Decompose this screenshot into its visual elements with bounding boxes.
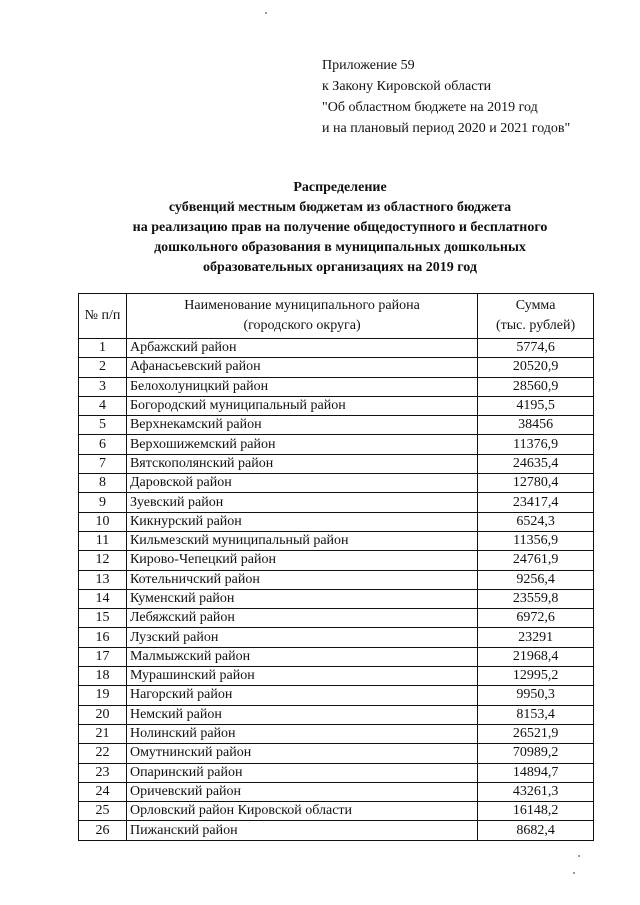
district-name: Нолинский район [126,724,477,743]
subvention-sum: 70989,2 [478,744,594,763]
subvention-sum: 28560,9 [478,377,594,396]
header-num: № п/п [79,294,127,339]
table-row [79,647,594,666]
row-number: 16 [79,628,127,647]
subvention-sum: 20520,9 [478,358,594,377]
district-name: Верхнекамский район [126,416,477,435]
district-name: Омутнинский район [126,744,477,763]
subvention-sum: 23417,4 [478,493,594,512]
district-name: Лузский район [126,628,477,647]
row-number: 21 [79,724,127,743]
row-number: 17 [79,647,127,666]
subvention-sum: 12995,2 [478,667,594,686]
table-row [79,628,594,647]
table-row [79,416,594,435]
subvention-sum: 8153,4 [478,705,594,724]
scan-speck [265,12,267,14]
row-number: 24 [79,782,127,801]
header-name: Наименование муниципального района (городского округа) [126,294,477,339]
table-row [79,474,594,493]
row-number: 1 [79,339,127,358]
appendix-number: Приложение 59 [322,58,415,73]
row-number: 5 [79,416,127,435]
table-row [79,570,594,589]
district-name: Опаринский район [126,763,477,782]
appendix-law-title-cont: и на плановый период 2020 и 2021 годов" [322,121,571,136]
table-row [79,802,594,821]
district-name: Мурашинский район [126,667,477,686]
row-number: 18 [79,667,127,686]
subvention-sum: 11376,9 [478,435,594,454]
district-name: Кикнурский район [126,512,477,531]
row-number: 10 [79,512,127,531]
subvention-sum: 38456 [478,416,594,435]
subvention-sum: 24761,9 [478,551,594,570]
table-header-row [79,294,594,339]
table-row [79,493,594,512]
row-number: 20 [79,705,127,724]
row-number: 3 [79,377,127,396]
subvention-sum: 23291 [478,628,594,647]
row-number: 14 [79,589,127,608]
subvention-sum: 21968,4 [478,647,594,666]
row-number: 13 [79,570,127,589]
table-row [79,744,594,763]
district-name: Богородский муниципальный район [126,396,477,415]
subvention-sum: 6524,3 [478,512,594,531]
scan-speck [578,855,580,857]
district-name: Куменский район [126,589,477,608]
subvention-sum: 14894,7 [478,763,594,782]
appendix-law-title: "Об областном бюджете на 2019 год [322,100,538,115]
row-number: 26 [79,821,127,840]
table-row [79,512,594,531]
row-number: 25 [79,802,127,821]
title-line: на реализацию прав на получение общедоступного и бесплатного [132,220,548,235]
row-number: 11 [79,531,127,550]
row-number: 6 [79,435,127,454]
row-number: 15 [79,609,127,628]
title-line: образовательных организациях на 2019 год [203,260,477,275]
table-row [79,782,594,801]
subvention-sum: 24635,4 [478,454,594,473]
subvention-sum: 9950,3 [478,686,594,705]
subvention-sum: 4195,5 [478,396,594,415]
subvention-sum: 43261,3 [478,782,594,801]
table-row [79,396,594,415]
district-name: Нагорский район [126,686,477,705]
table-row [79,551,594,570]
row-number: 4 [79,396,127,415]
district-name: Даровской район [126,474,477,493]
district-name: Вятскополянский район [126,454,477,473]
district-name: Кильмезский муниципальный район [126,531,477,550]
header-sum: Сумма (тыс. рублей) [478,294,594,339]
district-name: Афанасьевский район [126,358,477,377]
table-row [79,435,594,454]
district-name: Немский район [126,705,477,724]
table-row [79,667,594,686]
row-number: 22 [79,744,127,763]
table-row [79,724,594,743]
table-row [79,339,594,358]
district-name: Арбажский район [126,339,477,358]
table-row [79,686,594,705]
district-name: Оричевский район [126,782,477,801]
district-name: Орловский район Кировской области [126,802,477,821]
table-row [79,821,594,840]
district-name: Котельничский район [126,570,477,589]
scan-speck [573,872,575,874]
table-row [79,763,594,782]
subvention-sum: 12780,4 [478,474,594,493]
table-row [79,358,594,377]
subvention-sum: 26521,9 [478,724,594,743]
row-number: 23 [79,763,127,782]
district-name: Пижанский район [126,821,477,840]
table-row [79,609,594,628]
row-number: 12 [79,551,127,570]
district-name: Белохолуницкий район [126,377,477,396]
subvention-sum: 23559,8 [478,589,594,608]
district-name: Кирово-Чепецкий район [126,551,477,570]
appendix-note [322,55,570,139]
row-number: 2 [79,358,127,377]
subvention-sum: 9256,4 [478,570,594,589]
title-line: дошкольного образования в муниципальных дошкольных [154,240,526,255]
district-name: Верхошижемский район [126,435,477,454]
district-name: Малмыжский район [126,647,477,666]
row-number: 7 [79,454,127,473]
district-name: Зуевский район [126,493,477,512]
table-row [79,454,594,473]
subvention-sum: 8682,4 [478,821,594,840]
table-row [79,531,594,550]
table-body [79,339,594,841]
row-number: 19 [79,686,127,705]
appendix-law-ref: к Закону Кировской области [322,79,492,94]
subvention-sum: 11356,9 [478,531,594,550]
table-row [79,377,594,396]
title-line: субвенций местным бюджетам из областного бюджета [168,200,512,215]
row-number: 9 [79,493,127,512]
document-title [60,178,620,278]
table-row [79,705,594,724]
title-line: Распределение [293,180,387,195]
subvention-sum: 5774,6 [478,339,594,358]
distribution-table [78,293,594,841]
subvention-sum: 6972,6 [478,609,594,628]
row-number: 8 [79,474,127,493]
subvention-sum: 16148,2 [478,802,594,821]
district-name: Лебяжский район [126,609,477,628]
table-row [79,589,594,608]
